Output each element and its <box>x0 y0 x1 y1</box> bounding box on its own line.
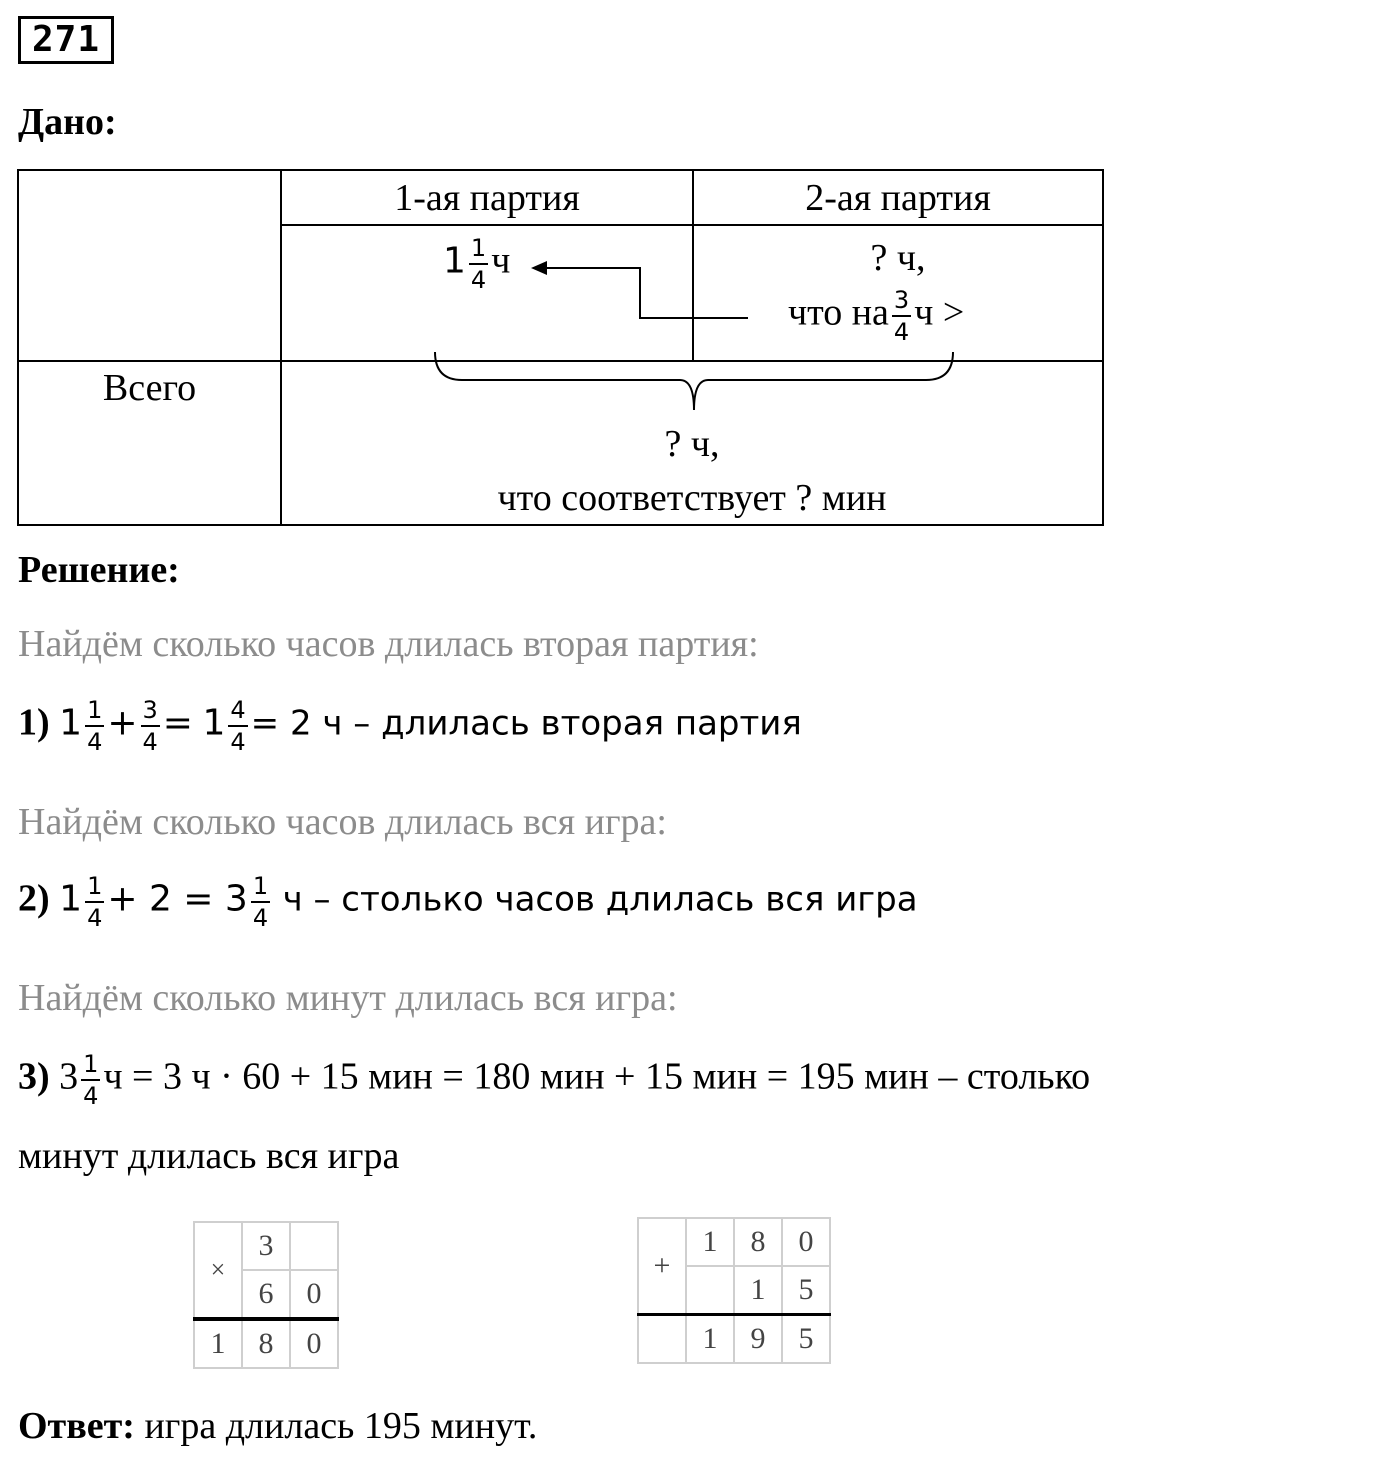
add-result-digit: 1 <box>686 1315 734 1364</box>
add-digit: 1 <box>734 1266 782 1315</box>
mult-digit: 6 <box>242 1270 290 1319</box>
answer-text: игра длилась 195 минут. <box>144 1405 538 1447</box>
col2-header: 2-ая партия <box>805 177 991 219</box>
col1-header: 1-ая партия <box>394 177 580 219</box>
add-digit: 1 <box>686 1218 734 1266</box>
mult-result-digit: 8 <box>242 1319 290 1368</box>
step1-equation: 1) 1 $\frac{1}{4}$ + $\frac{3}{4}$ = 1 $\frac{4}{4}$ = 2 ч – длилась вторая партия <box>18 696 802 756</box>
problem-number: 271 <box>18 16 114 64</box>
addition-grid <box>637 1217 831 1364</box>
mult-operator: × <box>194 1222 242 1319</box>
given-heading: Дано: <box>18 101 117 143</box>
party2-unknown: ? ч, <box>870 237 926 279</box>
mult-result-digit: 0 <box>290 1319 338 1368</box>
step2-intro: Найдём сколько часов длилась вся игра: <box>18 801 667 843</box>
party2-relation: что на $\frac{3}{4}$ ч > <box>788 286 965 346</box>
answer-label: Ответ: <box>18 1405 135 1447</box>
add-digit: 0 <box>782 1218 830 1266</box>
total-minutes: что соответствует ? мин <box>497 477 887 519</box>
add-result-digit: 9 <box>734 1315 782 1364</box>
add-digit: 8 <box>734 1218 782 1266</box>
step3-intro: Найдём сколько минут длилась вся игра: <box>18 977 678 1019</box>
add-digit <box>686 1266 734 1315</box>
add-result-digit: 5 <box>782 1315 830 1364</box>
step3-equation: 3) 3 $\frac{1}{4}$ ч = 3 ч · 60 + 15 мин = 180 мин + 15 мин = 195 мин – столько <box>18 1050 1091 1110</box>
step2-equation: 2) 1 $\frac{1}{4}$ + 2 = 3 $\frac{1}{4}$ ч – столько часов длилась вся игра <box>18 872 918 932</box>
mult-result-digit: 1 <box>194 1319 242 1368</box>
mult-digit <box>290 1222 338 1270</box>
add-result-empty <box>638 1315 686 1364</box>
answer <box>18 1404 537 1448</box>
step1-intro: Найдём сколько часов длилась вторая партия: <box>18 623 759 665</box>
solution-heading: Решение: <box>18 549 180 591</box>
step3-continuation: минут длилась вся игра <box>18 1135 400 1177</box>
party1-time: 1 $\frac{1}{4}$ ч <box>443 234 511 294</box>
mult-digit: 0 <box>290 1270 338 1319</box>
multiplication-grid <box>193 1221 339 1369</box>
mult-digit: 3 <box>242 1222 290 1270</box>
add-digit: 5 <box>782 1266 830 1315</box>
total-unknown: ? ч, <box>664 423 720 465</box>
add-operator: + <box>638 1218 686 1315</box>
total-label: Всего <box>102 367 197 409</box>
